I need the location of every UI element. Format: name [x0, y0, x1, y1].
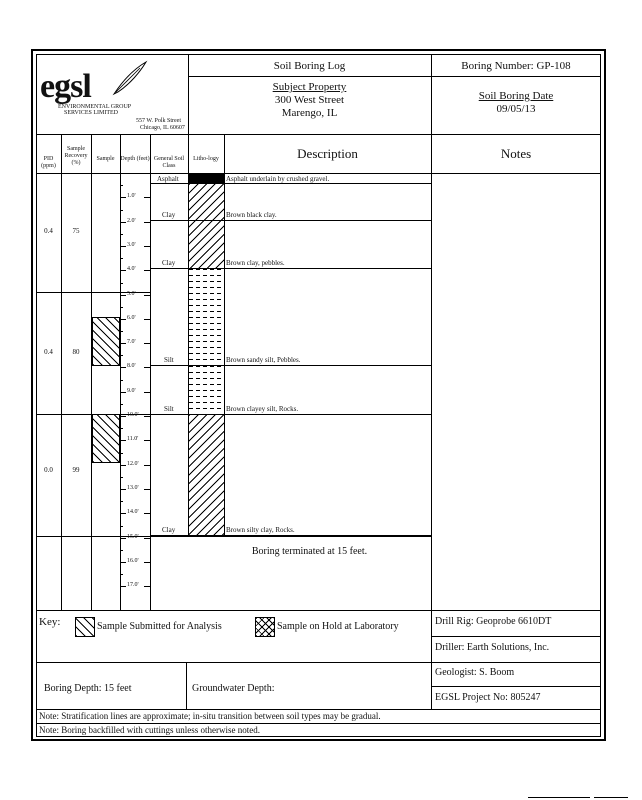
depth-tick-right	[144, 465, 150, 466]
depth-tick	[120, 270, 126, 271]
depth-half-tick	[120, 477, 123, 478]
depth-label: 2.0'	[127, 218, 136, 224]
log-title: Soil Boring Log	[273, 60, 346, 72]
lithology-silt-1	[189, 269, 224, 365]
depth-label: 10.0'	[127, 412, 139, 418]
depth-half-tick	[120, 453, 123, 454]
subject-address2: Marengo, IL	[281, 107, 338, 119]
depth-label: 15.0'	[127, 534, 139, 540]
soil-class-2: Clay	[162, 211, 176, 219]
description-1: Asphalt underlain by crushed gravel.	[226, 175, 330, 183]
lithology-clay-1	[189, 184, 224, 268]
recovery-2: 80	[72, 348, 80, 356]
depth-tick-right	[144, 440, 150, 441]
depth-tick	[120, 222, 126, 223]
pid-1: 0.4	[44, 227, 53, 235]
note-stratification: Note: Stratification lines are approximate; in-situ transition between soil types may be gradual.	[39, 711, 381, 721]
soil-class-1: Asphalt	[157, 175, 179, 183]
col-soil-class: General Soil Class	[153, 156, 185, 169]
note-backfill: Note: Boring backfilled with cuttings unless otherwise noted.	[39, 725, 260, 735]
subject-label: Subject Property	[272, 81, 347, 93]
depth-label: 5.0'	[127, 291, 136, 297]
col-recovery: Sample Recovery (%)	[64, 146, 88, 166]
depth-tick-right	[144, 343, 150, 344]
lithology-asphalt	[189, 174, 224, 183]
key-hold: Sample on Hold at Laboratory	[277, 621, 399, 632]
depth-half-tick	[120, 258, 123, 259]
depth-tick	[120, 295, 126, 296]
company-address2: Chicago, IL 60607	[140, 125, 185, 131]
depth-half-tick	[120, 331, 123, 332]
depth-tick	[120, 562, 126, 563]
depth-label: 4.0'	[127, 266, 136, 272]
description-6: Brown silty clay, Rocks.	[226, 526, 295, 534]
driller: Driller: Earth Solutions, Inc.	[435, 642, 550, 653]
depth-half-tick	[120, 574, 123, 575]
soil-class-6: Clay	[162, 526, 176, 534]
pid-2: 0.4	[44, 348, 53, 356]
description-3: Brown clay, pebbles.	[226, 259, 285, 267]
depth-half-tick	[120, 501, 123, 502]
depth-half-tick	[120, 526, 123, 527]
soil-class-5: Silt	[164, 405, 174, 413]
depth-tick	[120, 319, 126, 320]
lithology-clay-2	[189, 415, 224, 535]
col-depth: Depth (feet)	[120, 156, 150, 162]
depth-tick-right	[144, 513, 150, 514]
col-sample: Sample	[96, 156, 115, 162]
drill-rig: Drill Rig: Geoprobe 6610DT	[435, 616, 552, 627]
depth-label: 14.0'	[127, 509, 139, 515]
depth-tick	[120, 343, 126, 344]
depth-half-tick	[120, 380, 123, 381]
depth-label: 16.0'	[127, 558, 139, 564]
depth-tick-right	[144, 586, 150, 587]
lithology-silt-2	[189, 366, 224, 414]
geologist: Geologist: S. Boom	[435, 667, 515, 678]
company-logo: egsl	[40, 68, 91, 105]
depth-label: 3.0'	[127, 242, 136, 248]
depth-half-tick	[120, 234, 123, 235]
key-hold-swatch	[255, 617, 275, 637]
recovery-1: 75	[72, 227, 80, 235]
boring-depth: Boring Depth: 15 feet	[44, 683, 132, 694]
depth-tick	[120, 440, 126, 441]
depth-half-tick	[120, 428, 123, 429]
logo-sub1: ENVIRONMENTAL GROUP	[58, 104, 132, 110]
depth-label: 7.0'	[127, 339, 136, 345]
depth-half-tick	[120, 185, 123, 186]
depth-tick	[120, 392, 126, 393]
depth-tick-right	[144, 319, 150, 320]
depth-tick-right	[144, 489, 150, 490]
depth-tick-right	[144, 416, 150, 417]
depth-half-tick	[120, 550, 123, 551]
depth-tick-right	[144, 562, 150, 563]
depth-label: 8.0'	[127, 363, 136, 369]
depth-tick	[120, 367, 126, 368]
company-address1: 557 W. Polk Street	[136, 118, 182, 124]
subject-address1: 300 West Street	[274, 94, 345, 106]
depth-tick	[120, 416, 126, 417]
depth-tick	[120, 246, 126, 247]
depth-half-tick	[120, 210, 123, 211]
depth-label: 13.0'	[127, 485, 139, 491]
depth-half-tick	[120, 355, 123, 356]
sample-submitted-1	[92, 317, 120, 366]
depth-tick-right	[144, 197, 150, 198]
description-5: Brown clayey silt, Rocks.	[226, 405, 299, 413]
depth-half-tick	[120, 283, 123, 284]
groundwater-depth: Groundwater Depth:	[192, 683, 275, 694]
depth-label: 11.0'	[127, 436, 139, 442]
pid-3: 0.0	[44, 466, 53, 474]
project-number: EGSL Project No: 805247	[435, 692, 541, 703]
col-lithology: Litho-logy	[193, 156, 219, 162]
depth-tick	[120, 465, 126, 466]
soil-class-3: Clay	[162, 259, 176, 267]
feather-icon	[110, 58, 150, 98]
date-value: 09/05/13	[496, 103, 536, 115]
depth-tick	[120, 197, 126, 198]
key-label: Key:	[39, 616, 61, 628]
depth-label: 9.0'	[127, 388, 136, 394]
description-2: Brown black clay.	[226, 211, 277, 219]
sample-submitted-2	[92, 414, 120, 463]
depth-label: 1.0'	[127, 193, 136, 199]
depth-tick-right	[144, 367, 150, 368]
col-notes: Notes	[500, 146, 532, 161]
termination-note: Boring terminated at 15 feet.	[251, 546, 368, 557]
depth-half-tick	[120, 307, 123, 308]
depth-tick-right	[144, 538, 150, 539]
depth-tick-right	[144, 246, 150, 247]
logo-sub2: SERVICES LIMITED	[64, 110, 119, 116]
recovery-3: 99	[72, 466, 80, 474]
depth-label: 6.0'	[127, 315, 136, 321]
soil-class-4: Silt	[164, 356, 174, 364]
depth-tick	[120, 513, 126, 514]
depth-label: 12.0'	[127, 461, 139, 467]
boring-number: Boring Number: GP-108	[461, 60, 571, 72]
depth-label: 17.0'	[127, 582, 139, 588]
depth-tick-right	[144, 270, 150, 271]
depth-tick-right	[144, 392, 150, 393]
col-description: Description	[297, 146, 358, 161]
date-label: Soil Boring Date	[478, 90, 554, 102]
description-4: Brown sandy silt, Pebbles.	[226, 356, 301, 364]
key-submitted-swatch	[75, 617, 95, 637]
key-submitted: Sample Submitted for Analysis	[97, 621, 222, 632]
col-pid: PID (ppm)	[41, 156, 56, 169]
depth-half-tick	[120, 404, 123, 405]
depth-tick	[120, 586, 126, 587]
depth-tick-right	[144, 295, 150, 296]
depth-tick	[120, 538, 126, 539]
depth-tick-right	[144, 222, 150, 223]
depth-tick	[120, 489, 126, 490]
